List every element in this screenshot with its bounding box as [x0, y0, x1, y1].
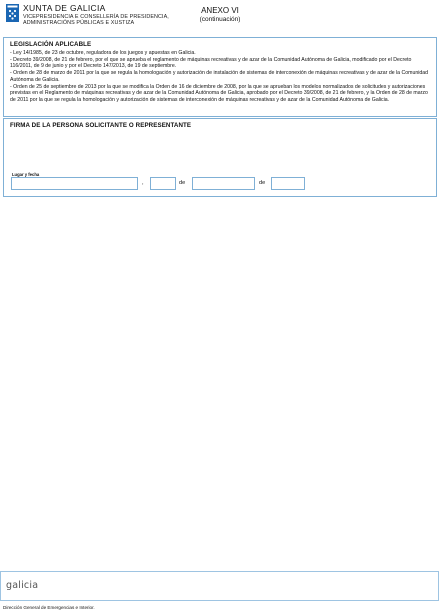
de-separator-1: de — [179, 180, 186, 186]
legislation-section — [3, 37, 437, 117]
org-header — [23, 3, 169, 27]
org-subtitle-line-1: VICEPRESIDENCIA E CONSELLERÍA DE PRESIDENCIA, — [23, 14, 169, 20]
signature-title: FIRMA DE LA PERSONA SOLICITANTE O REPRESENTANTE — [10, 122, 192, 129]
place-date-label: Lugar y fecha — [12, 172, 40, 177]
legislation-item: - Orden de 28 de marzo de 2011 por la que se regula la homologación y autorización de instalación de sistemas de interconexión de máquinas recreativas y de azar de la Comunidad Autónoma de Galicia. — [10, 70, 429, 83]
department-name: Dirección General de Emergencias e Interior. — [3, 605, 95, 610]
legislation-title: LEGISLACIÓN APLICABLE — [10, 41, 92, 48]
footer-section — [0, 571, 439, 601]
annex-heading — [190, 6, 250, 23]
signature-section — [3, 118, 437, 197]
legislation-item: - Ley 14/1985, de 23 de octubre, reguladora de los juegos y apuestas en Galicia. — [10, 50, 196, 56]
de-separator-2: de — [259, 180, 266, 186]
org-subtitle-line-2: ADMINISTRACIÓNS PÚBLICAS E XUSTIZA — [23, 20, 135, 27]
day-field[interactable] — [150, 177, 176, 190]
legislation-item: - Decreto 39/2008, de 21 de febrero, por el que se aprueba el reglamento de máquinas recreativas y de azar de la Comunidad Autónoma de Galicia, modificado por el Decreto 116/2011, de 9 de junio y por el Decreto 147/2013, de 19 de septiembre. — [10, 56, 412, 70]
org-name: XUNTA DE GALICIA — [23, 3, 106, 13]
annex-title: ANEXO VI — [201, 6, 239, 15]
annex-subtitle: (continuación) — [199, 16, 241, 23]
legislation-list — [10, 50, 434, 104]
comma-separator: , — [142, 180, 144, 186]
month-field[interactable] — [192, 177, 255, 190]
place-field[interactable] — [11, 177, 138, 190]
xunta-shield-icon — [6, 4, 19, 22]
year-field[interactable] — [271, 177, 305, 190]
legislation-item: - Orden de 25 de septiembre de 2013 por la que se modifica la Orden de 16 de diciembre de 2008, por la que se aprueban los modelos normalizados de solicitudes y autorizaciones previstas en el Reglamento de máquinas recreativas y de azar de la Comunidad Autónoma de Galicia, aprobado por el Decreto 39/2008, de 21 de febrero, y la Orden de 28 de marzo de 2011 por la que se regula la homologación y autorización de sistemas de interconexión de máquinas recreativas y de azar de la Comunidad Autónoma de Galicia. — [10, 83, 428, 103]
galicia-logo: galicia — [6, 580, 39, 591]
